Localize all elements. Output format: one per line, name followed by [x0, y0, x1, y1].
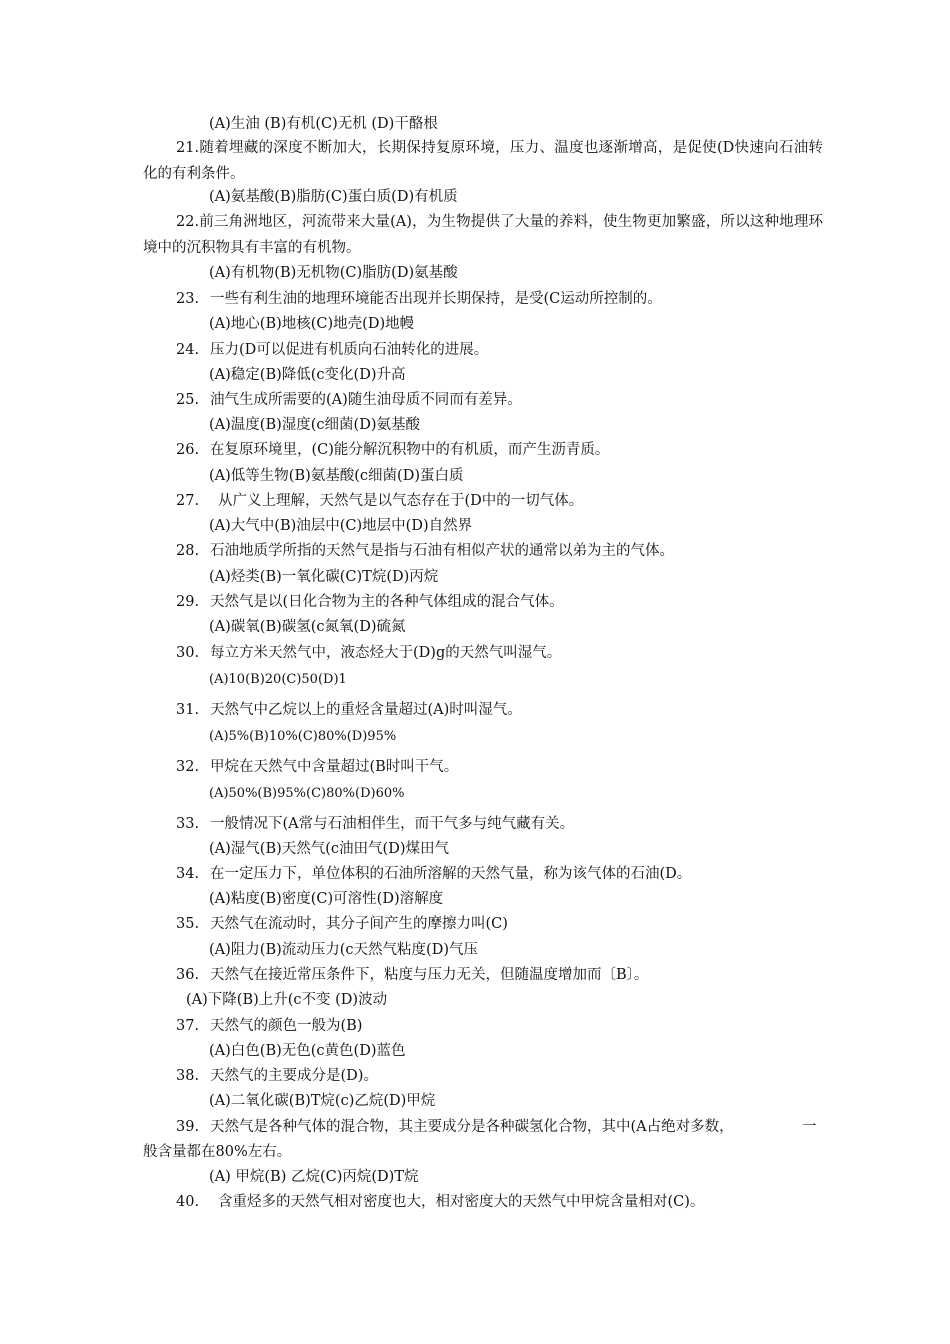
question-number-34: 34. [176, 866, 200, 882]
question-25: 油气生成所需要的(A)随生油母质不同而有差异。 [210, 392, 522, 408]
question-number-24: 24. [176, 342, 200, 358]
options-25: (A)温度(B)湿度(c细菌(D)氨基酸 [209, 417, 420, 433]
question-29: 天然气是以(日化合物为主的各种气体组成的混合气体。 [210, 594, 564, 610]
question-39-line-2: 般含量都在80%左右。 [143, 1144, 292, 1160]
question-number-27: 27. [176, 493, 200, 509]
question-number-35: 35. [176, 916, 200, 932]
question-31: 天然气中乙烷以上的重烃含量超过(A)时叫湿气。 [210, 702, 522, 718]
question-number-30: 30. [176, 645, 200, 661]
question-37: 天然气的颜色一般为(B) [210, 1018, 363, 1034]
question-39-continuation: 一 [802, 1119, 817, 1135]
options-38: (A)二氧化碳(B)T烷(c)乙烷(D)甲烷 [209, 1093, 436, 1109]
options-28: (A)烃类(B)一氧化碳(C)T烷(D)丙烷 [209, 569, 439, 585]
question-40: 含重烃多的天然气相对密度也大，相对密度大的天然气中甲烷含量相对(C)。 [218, 1194, 705, 1210]
question-number-36: 36. [176, 967, 200, 983]
options-23: (A)地心(B)地核(C)地壳(D)地幔 [209, 316, 415, 332]
question-number-33: 33. [176, 816, 200, 832]
options-27: (A)大气中(B)油层中(C)地层中(D)自然界 [209, 518, 473, 534]
question-26: 在复原环境里，(C)能分解沉积物中的有机质，而产生沥青质。 [210, 442, 610, 458]
options-31: (A)5%(B)10%(C)80%(D)95% [209, 729, 397, 744]
options-22: (A)有机物(B)无机物(C)脂肪(D)氨基酸 [209, 265, 458, 281]
question-21: 21.随着埋藏的深度不断加大，长期保持复原环境，压力、温度也逐渐增高，是促使(D快速向石油转化的有利条件。 [143, 140, 823, 182]
question-number-40: 40. [176, 1194, 200, 1210]
options-21: (A)氨基酸(B)脂肪(C)蛋白质(D)有机质 [209, 189, 458, 205]
question-number-25: 25. [176, 392, 200, 408]
question-35: 天然气在流动时，其分子间产生的摩擦力叫(C) [210, 916, 508, 932]
options-24: (A)稳定(B)降低(c变化(D)升高 [209, 367, 406, 383]
options-36: (A)下降(B)上升(c不变 (D)波动 [186, 992, 388, 1008]
options-26: (A)低等生物(B)氨基酸(c细菌(D)蛋白质 [209, 468, 464, 484]
question-number-37: 37. [176, 1018, 200, 1034]
question-28: 石油地质学所指的天然气是指与石油有相似产状的通常以弟为主的气体。 [210, 543, 674, 559]
question-38: 天然气的主要成分是(D)。 [210, 1068, 378, 1084]
options-37: (A)白色(B)无色(c黄色(D)蓝色 [209, 1043, 406, 1059]
question-number-28: 28. [176, 543, 200, 559]
question-24: 压力(D可以促进有机质向石油转化的进展。 [210, 342, 489, 358]
question-39: 天然气是各种气体的混合物，其主要成分是各种碳氢化合物，其中(A占绝对多数， [210, 1119, 734, 1135]
question-number-26: 26. [176, 442, 200, 458]
question-33: 一般情况下(A常与石油相伴生，而干气多与纯气藏有关。 [210, 816, 575, 832]
question-number-38: 38. [176, 1068, 200, 1084]
question-number-39: 39. [176, 1119, 200, 1135]
question-number-31: 31. [176, 702, 200, 718]
question-number-29: 29. [176, 594, 200, 610]
options-29: (A)碳氧(B)碳氢(c氮氧(D)硫氮 [209, 619, 406, 635]
options-20: (A)生油 (B)有机(C)无机 (D)干酪根 [209, 116, 438, 132]
question-32: 甲烷在天然气中含量超过(B时叫干气。 [210, 759, 459, 775]
options-30: (A)10(B)20(C)50(D)1 [209, 672, 347, 687]
question-number-32: 32. [176, 759, 200, 775]
question-27: 从广义上理解，天然气是以气态存在于(D中的一切气体。 [218, 493, 584, 509]
question-23: 一些有利生油的地理环境能否出现并长期保持，是受(C运动所控制的。 [210, 291, 662, 307]
question-number-23: 23. [176, 291, 200, 307]
question-30: 每立方米天然气中，液态烃大于(D)g的天然气叫湿气。 [210, 645, 562, 661]
question-36: 天然气在接近常压条件下，粘度与压力无关，但随温度增加而〔B〕。 [210, 967, 649, 983]
options-33: (A)湿气(B)天然气(c油田气(D)煤田气 [209, 841, 449, 857]
options-32: (A)50%(B)95%(C)80%(D)60% [209, 786, 405, 801]
question-34: 在一定压力下，单位体积的石油所溶解的天然气量，称为该气体的石油(D。 [210, 866, 692, 882]
options-39: (A) 甲烷(B) 乙烷(C)丙烷(D)T烷 [209, 1169, 419, 1185]
question-22: 22.前三角洲地区，河流带来大量(A)，为生物提供了大量的养料，使生物更加繁盛，所以这种地理环境中的沉积物具有丰富的有机物。 [143, 214, 823, 256]
options-35: (A)阻力(B)流动压力(c天然气粘度(D)气压 [209, 942, 478, 958]
options-34: (A)粘度(B)密度(C)可溶性(D)溶解度 [209, 891, 444, 907]
